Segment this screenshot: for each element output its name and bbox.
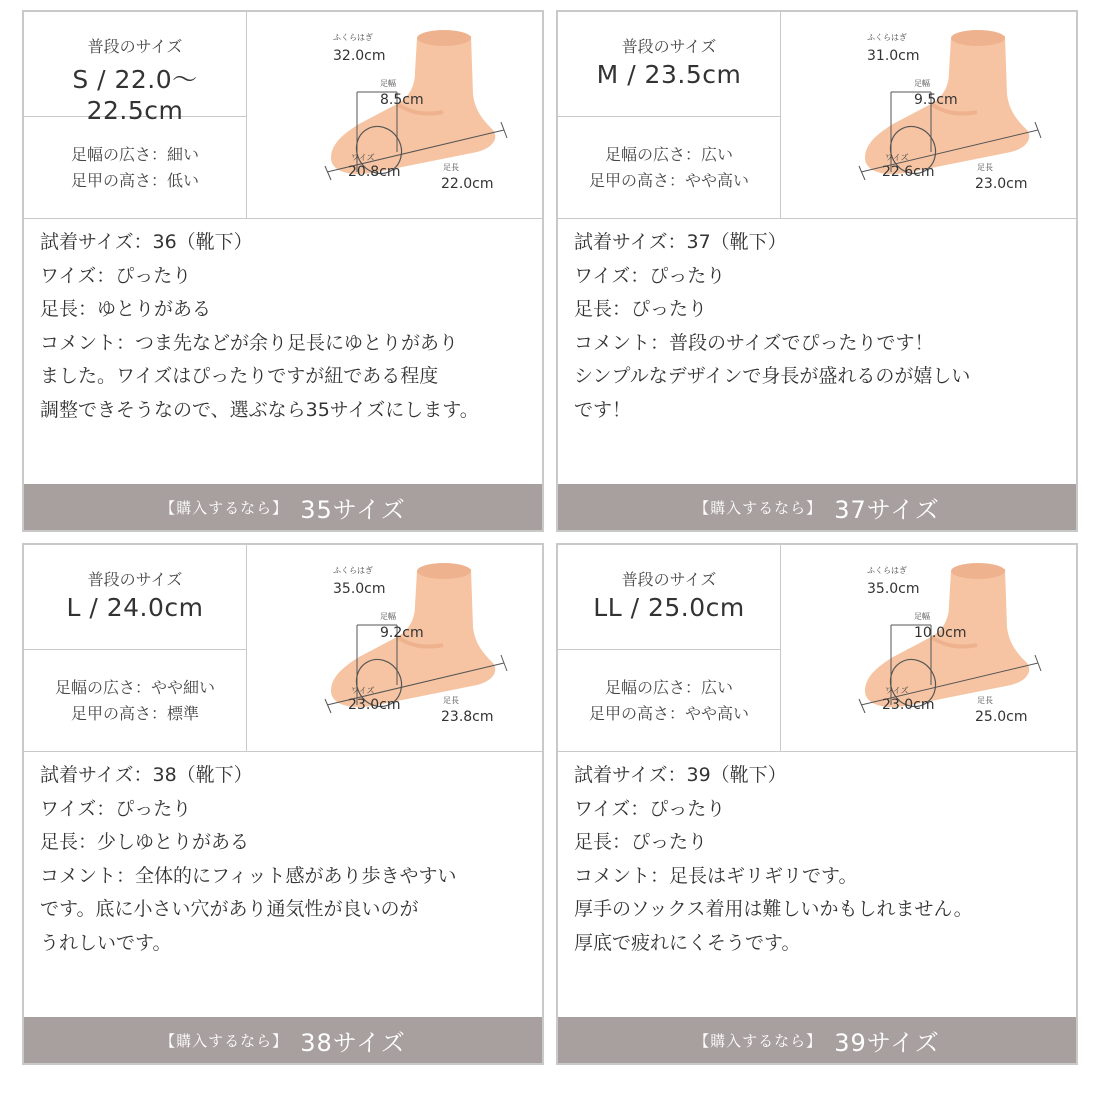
note-line-comment: コメント：足長はギリギリです。 (574, 864, 858, 887)
note-line-try-size: 試着サイズ：37（靴下） (574, 231, 787, 253)
usual-size-value: LL / 25.0cm (593, 593, 745, 622)
fitting-notes (40, 226, 540, 427)
calf-label: ふくらはぎ (867, 33, 907, 42)
calf-value: 31.0cm (867, 48, 920, 64)
length-value: 22.0cm (441, 176, 494, 192)
foot-traits (558, 650, 781, 751)
note-line-comment-3: 調整できそうなので、選ぶなら35サイズにします。 (40, 398, 479, 421)
purchase-size: 37サイズ (834, 495, 940, 524)
note-line-length: 足長：ぴったり (574, 298, 708, 320)
card-top (24, 545, 542, 752)
size-card-ll (556, 543, 1078, 1065)
foot-width-label: 足幅 (914, 79, 930, 88)
wise-label: ワイズ (885, 153, 909, 162)
note-line-wise: ワイズ：ぴったり (40, 797, 192, 820)
instep-height-trait: 足甲の高さ：低い (70, 170, 199, 190)
calf-value: 35.0cm (333, 581, 386, 597)
foot-measurement-illustration-icon (247, 545, 542, 751)
note-line-comment-2: ました。ワイズはぴったりですが紐である程度 (40, 365, 439, 387)
usual-size-caption: 普段のサイズ (621, 37, 717, 56)
note-line-comment: コメント：全体的にフィット感があり歩きやすい (40, 864, 457, 887)
length-label: 足長 (977, 163, 993, 172)
size-card-s (22, 10, 544, 532)
usual-size-box (558, 545, 781, 650)
fitting-notes (574, 226, 1074, 427)
instep-height-trait: 足甲の高さ：やや高い (588, 703, 749, 723)
note-line-length: 足長：ゆとりがある (40, 298, 212, 320)
purchase-size: 39サイズ (834, 1028, 940, 1057)
wise-label: ワイズ (351, 686, 375, 695)
foot-width-value: 8.5cm (380, 92, 424, 108)
foot-width-trait: 足幅の広さ：細い (70, 144, 199, 164)
foot-traits (24, 650, 247, 751)
ankle-top (417, 30, 471, 46)
length-value: 25.0cm (975, 709, 1028, 725)
note-line-length: 足長：ぴったり (574, 831, 708, 853)
note-line-comment-3: です！ (574, 398, 632, 421)
foot-width-label: 足幅 (914, 612, 930, 621)
calf-value: 35.0cm (867, 581, 920, 597)
card-top (558, 12, 1076, 219)
length-label: 足長 (977, 696, 993, 705)
usual-size-box (558, 12, 781, 117)
note-line-comment-2: シンプルなデザインで身長が盛れるのが嬉しい (574, 365, 971, 387)
note-line-length: 足長：少しゆとりがある (40, 831, 250, 853)
foot-width-trait: 足幅の広さ：広い (604, 677, 733, 697)
length-label: 足長 (443, 163, 459, 172)
foot-width-label: 足幅 (380, 612, 396, 621)
size-card-m (556, 10, 1078, 532)
note-line-comment: コメント：つま先などが余り足長にゆとりがあり (40, 331, 459, 354)
purchase-size: 38サイズ (300, 1028, 406, 1057)
card-top (24, 12, 542, 219)
usual-size-box (24, 12, 247, 125)
foot-measurement-illustration-icon (247, 12, 542, 218)
length-tick-left (859, 166, 865, 180)
purchase-label: 【購入するなら】 (160, 1031, 289, 1050)
foot-traits (558, 117, 781, 218)
usual-size-box (24, 545, 247, 650)
wise-value: 23.0cm (348, 697, 401, 713)
foot-measurement-illustration-icon (781, 12, 1076, 218)
purchase-label: 【購入するなら】 (694, 1031, 823, 1050)
purchase-recommendation-bar (24, 1017, 542, 1063)
size-card-l (22, 543, 544, 1065)
note-line-comment: コメント：普段のサイズでぴったりです！ (574, 331, 934, 354)
note-line-comment-3: うれしいです。 (40, 931, 172, 954)
usual-size-caption: 普段のサイズ (87, 37, 183, 56)
purchase-label: 【購入するなら】 (160, 498, 289, 517)
purchase-recommendation-bar (558, 484, 1076, 530)
calf-label: ふくらはぎ (333, 566, 373, 575)
purchase-recommendation-bar (24, 484, 542, 530)
note-line-try-size: 試着サイズ：39（靴下） (574, 764, 787, 786)
wise-label: ワイズ (885, 686, 909, 695)
foot-width-trait: 足幅の広さ：広い (604, 144, 733, 164)
calf-label: ふくらはぎ (867, 566, 907, 575)
fitting-notes (574, 759, 1074, 960)
note-line-wise: ワイズ：ぴったり (40, 264, 192, 287)
purchase-recommendation-bar (558, 1017, 1076, 1063)
wise-value: 23.0cm (882, 697, 935, 713)
foot-width-value: 10.0cm (914, 625, 967, 641)
note-line-comment-2: です。底に小さい穴があり通気性が良いのが (40, 898, 419, 920)
note-line-comment-3: 厚底で疲れにくそうです。 (574, 931, 801, 954)
note-line-wise: ワイズ：ぴったり (574, 264, 726, 287)
calf-value: 32.0cm (333, 48, 386, 64)
usual-size-value: L / 24.0cm (66, 593, 204, 622)
usual-size-value: S / 22.0〜22.5cm (72, 65, 198, 125)
foot-measurement-diagram (247, 12, 542, 218)
length-label: 足長 (443, 696, 459, 705)
ankle-top (951, 563, 1005, 579)
foot-measurement-diagram (781, 545, 1076, 751)
note-line-try-size: 試着サイズ：38（靴下） (40, 764, 253, 786)
instep-height-trait: 足甲の高さ：やや高い (588, 170, 749, 190)
length-tick-left (325, 166, 331, 180)
note-line-try-size: 試着サイズ：36（靴下） (40, 231, 253, 253)
wise-label: ワイズ (351, 153, 375, 162)
instep-height-trait: 足甲の高さ：標準 (70, 703, 199, 723)
foot-measurement-diagram (781, 12, 1076, 218)
foot-measurement-diagram (247, 545, 542, 751)
foot-width-trait: 足幅の広さ：やや細い (54, 677, 215, 697)
foot-width-label: 足幅 (380, 79, 396, 88)
wise-value: 20.8cm (348, 164, 401, 180)
ankle-top (417, 563, 471, 579)
ankle-top (951, 30, 1005, 46)
length-tick-left (325, 699, 331, 713)
length-value: 23.8cm (441, 709, 494, 725)
card-top (558, 545, 1076, 752)
calf-label: ふくらはぎ (333, 33, 373, 42)
usual-size-value: M / 23.5cm (596, 60, 742, 89)
usual-size-caption: 普段のサイズ (87, 570, 183, 589)
note-line-comment-2: 厚手のソックス着用は難しいかもしれません。 (574, 898, 973, 920)
foot-traits (24, 117, 247, 218)
fitting-notes (40, 759, 540, 960)
usual-size-caption: 普段のサイズ (621, 570, 717, 589)
purchase-label: 【購入するなら】 (694, 498, 823, 517)
length-value: 23.0cm (975, 176, 1028, 192)
foot-width-value: 9.5cm (914, 92, 958, 108)
length-tick-left (859, 699, 865, 713)
foot-measurement-illustration-icon (781, 545, 1076, 751)
foot-width-value: 9.2cm (380, 625, 424, 641)
purchase-size: 35サイズ (300, 495, 406, 524)
wise-value: 22.6cm (882, 164, 935, 180)
note-line-wise: ワイズ：ぴったり (574, 797, 726, 820)
